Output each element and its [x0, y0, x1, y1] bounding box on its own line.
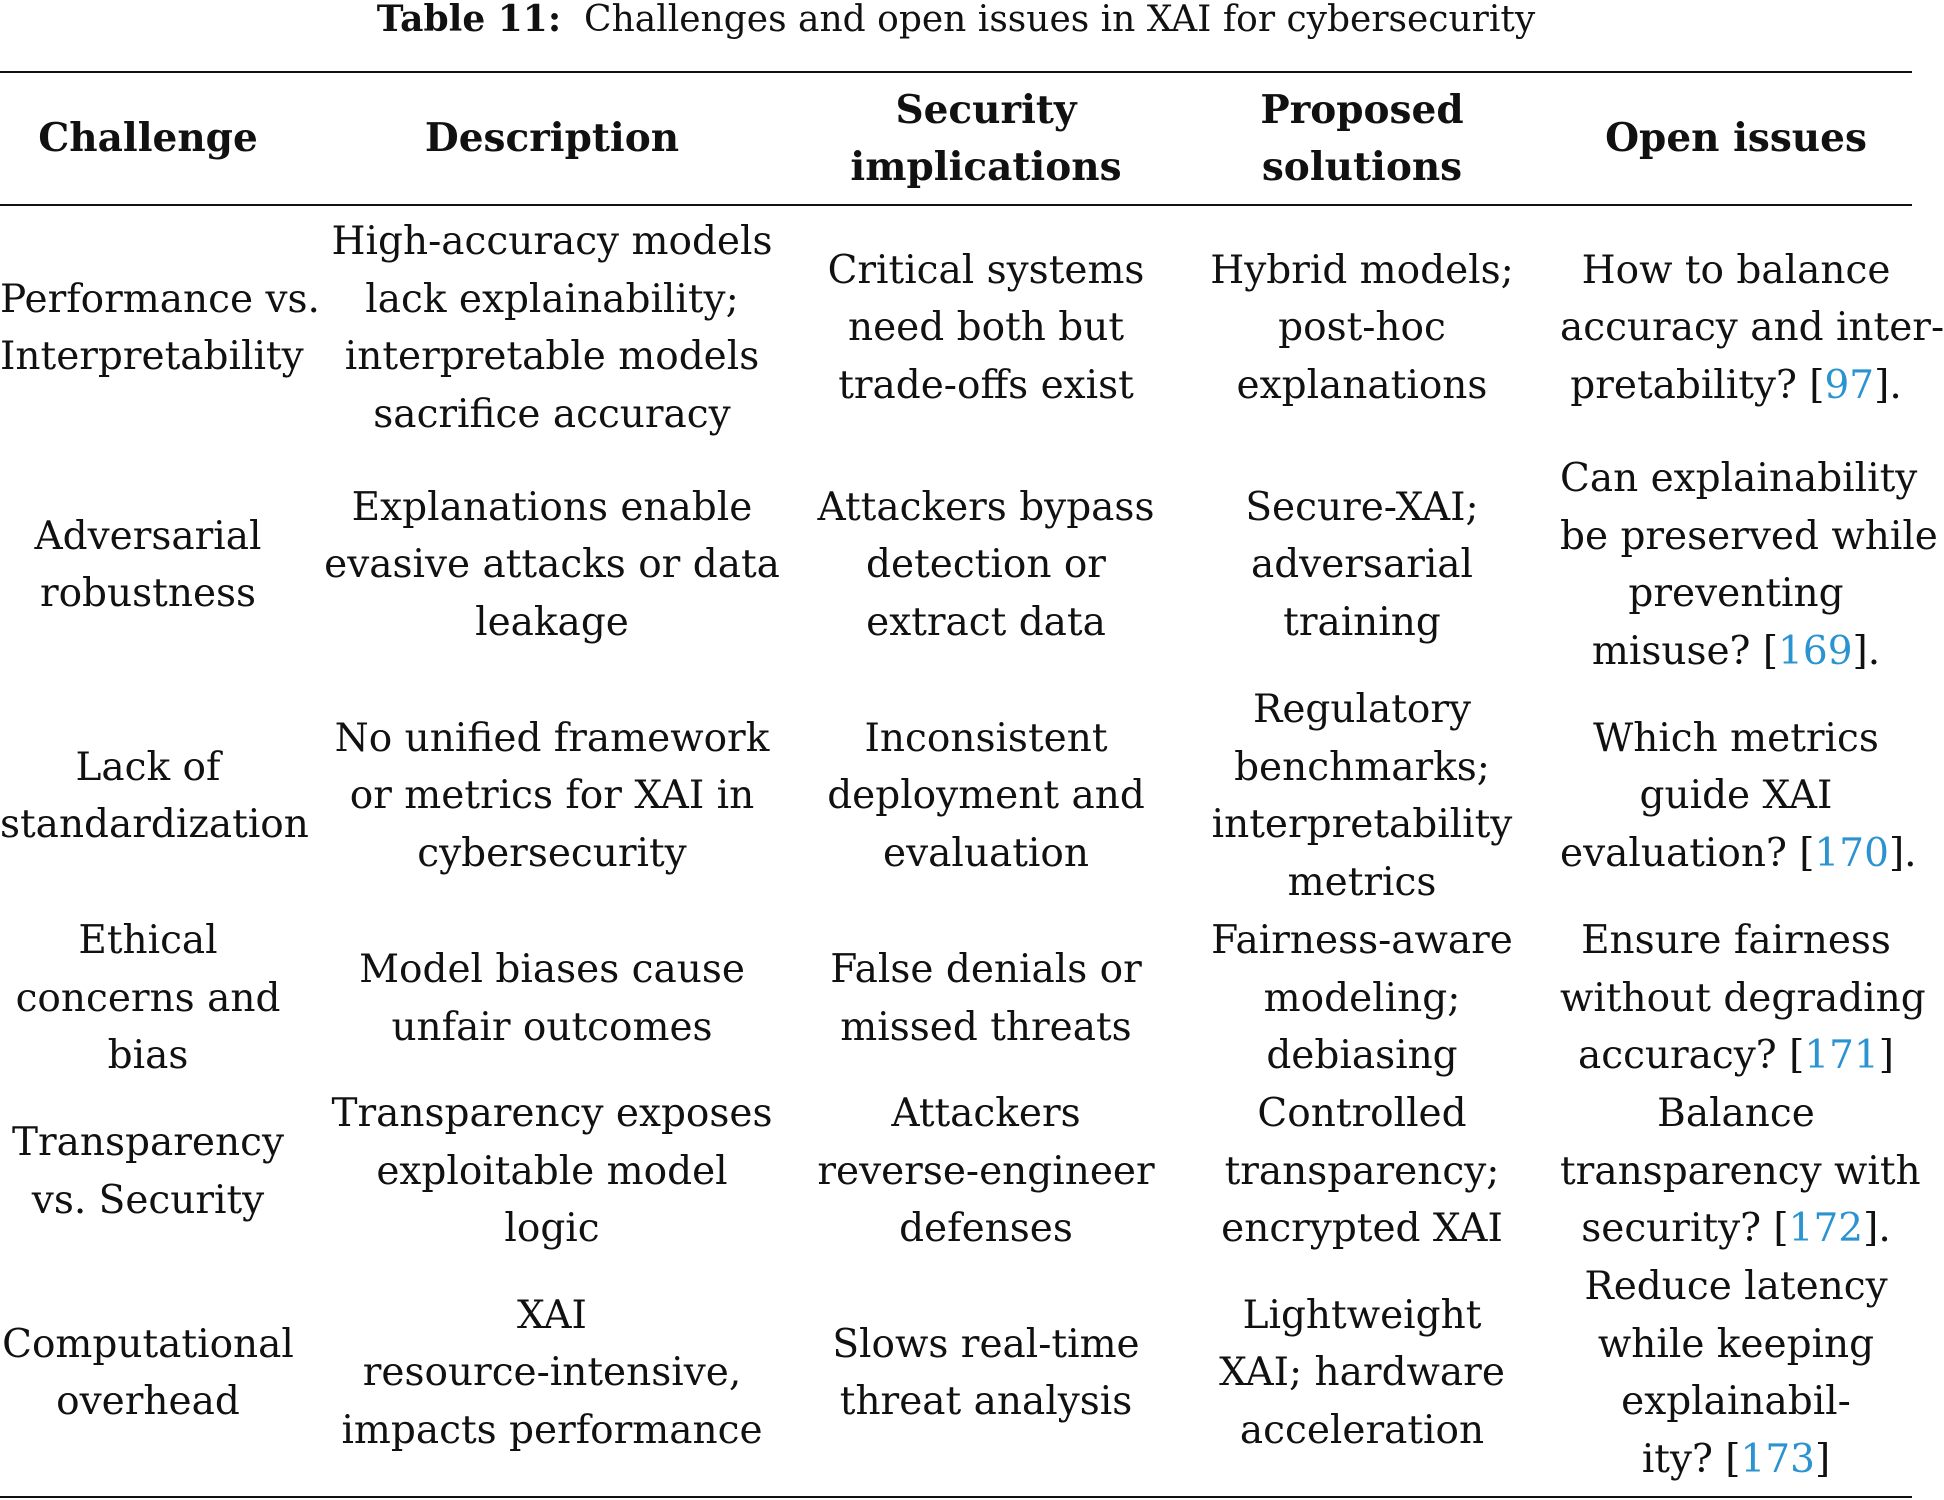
cell-text-line: deployment and	[827, 773, 1145, 819]
cell-text-line	[1560, 565, 1912, 623]
cell-challenge	[0, 1258, 296, 1488]
cell-text-line: No unified framework	[334, 715, 770, 761]
cell-text-line: or metrics for XAI in	[349, 773, 755, 819]
open-issue-text: Balance	[1657, 1091, 1815, 1137]
cell-text-line: benchmarks;	[1234, 744, 1490, 790]
cell-text-line: solutions	[1261, 143, 1463, 190]
open-issue-text: evaluation? [	[1560, 830, 1815, 876]
cell-text-line: defenses	[899, 1206, 1073, 1252]
cell-text-line: modeling;	[1263, 975, 1461, 1021]
reference-tail: ].	[1888, 830, 1917, 876]
cell-text-line: training	[1283, 599, 1441, 645]
open-issue-text: How to balance	[1581, 247, 1891, 293]
cell-text-line: evaluation	[883, 830, 1089, 876]
cell-text-line: evasive attacks or data	[324, 542, 780, 588]
cell-text-line: missed threats	[840, 1004, 1132, 1050]
open-issue-text: accuracy? [	[1577, 1033, 1805, 1079]
open-issue-text: accuracy and inter-	[1560, 305, 1944, 351]
cell-text-line: debiasing	[1266, 1033, 1458, 1079]
cell-text-line: implications	[850, 143, 1122, 190]
cell-text-line: Attackers	[891, 1091, 1081, 1137]
cell-text-line: detection or	[866, 542, 1106, 588]
open-issue-text: transparency with	[1560, 1148, 1921, 1194]
cell-open-issues	[1560, 1085, 1921, 1258]
cell-open-issues	[1560, 206, 1944, 450]
cell-proposed-solutions	[1164, 912, 1560, 1085]
cell-text-line: Performance vs.	[0, 276, 320, 322]
open-issue-text: misuse? [	[1591, 628, 1779, 674]
open-issue-text: ity? [	[1641, 1436, 1741, 1482]
cell-challenge	[0, 206, 320, 450]
cell-text-line: Inconsistent	[864, 715, 1108, 761]
cell-text-line	[1560, 1200, 1912, 1258]
cell-text-line	[1560, 450, 1918, 508]
cell-text-line: Security	[895, 86, 1077, 133]
cell-text-line	[1560, 1027, 1912, 1085]
cell-text-line: lack explainability;	[365, 276, 739, 322]
cell-text-line: sacrifice accuracy	[373, 391, 731, 437]
cell-text-line	[1560, 1373, 1912, 1431]
cell-text-line: threat analysis	[839, 1379, 1133, 1424]
cell-description	[296, 1085, 808, 1258]
cell-text-line: Interpretability	[0, 334, 304, 379]
cell-security-implications	[808, 1258, 1164, 1488]
cell-text-line: cybersecurity	[417, 830, 687, 876]
cell-text-line	[1560, 1258, 1912, 1316]
cell-text-line: trade-offs exist	[838, 362, 1134, 408]
cell-text-line	[1560, 1085, 1912, 1143]
table-caption	[0, 0, 1912, 40]
cell-text-line: concerns and	[15, 975, 281, 1021]
header-open-issues	[1560, 73, 1912, 204]
cell-text-line	[1560, 357, 1912, 415]
cell-security-implications	[808, 1085, 1164, 1258]
cell-description	[296, 912, 808, 1085]
cell-security-implications	[808, 450, 1164, 680]
cell-text-line: Open issues	[1605, 115, 1867, 161]
reference-tail: ].	[1874, 362, 1902, 408]
cell-open-issues	[1560, 912, 1926, 1085]
open-issue-text: preventing	[1628, 571, 1844, 616]
cell-text-line: Model biases cause	[359, 947, 745, 992]
cell-open-issues	[1560, 1258, 1912, 1488]
cell-proposed-solutions	[1164, 1258, 1560, 1488]
reference-tail: ].	[1863, 1206, 1891, 1252]
cell-text-line: XAI	[517, 1292, 587, 1338]
cell-text-line: XAI; hardware	[1219, 1350, 1505, 1396]
reference-link[interactable]: 97	[1824, 362, 1875, 408]
header-security-implications	[808, 73, 1164, 204]
cell-text-line: vs. Security	[31, 1177, 265, 1223]
header-challenge	[0, 73, 296, 204]
reference-tail: ].	[1852, 628, 1881, 674]
cell-text-line: Hybrid models;	[1210, 247, 1514, 293]
cell-text-line: Critical systems	[827, 247, 1145, 293]
cell-challenge	[0, 1085, 296, 1258]
cell-text-line	[1560, 1316, 1912, 1374]
cell-text-line: acceleration	[1239, 1407, 1485, 1453]
cell-proposed-solutions	[1164, 206, 1560, 450]
cell-security-implications	[808, 680, 1164, 912]
cell-text-line: logic	[504, 1206, 600, 1252]
cell-text-line: Attackers bypass	[817, 484, 1155, 530]
reference-tail: ]	[1814, 1436, 1831, 1482]
cell-text-line: impacts performance	[341, 1407, 763, 1453]
header-proposed-solutions	[1164, 73, 1560, 204]
cell-text-line: overhead	[56, 1379, 240, 1424]
cell-text-line: explanations	[1236, 362, 1488, 408]
cell-text-line: Adversarial	[34, 513, 262, 559]
caption-text: Challenges and open issues in XAI for cybersecurity	[584, 0, 1536, 40]
cell-text-line: Explanations enable	[351, 484, 753, 530]
cell-text-line: Transparency exposes	[331, 1091, 773, 1137]
cell-challenge	[0, 450, 296, 680]
reference-link[interactable]: 169	[1778, 628, 1853, 674]
challenges-table	[0, 73, 1944, 1488]
cell-text-line: transparency;	[1224, 1148, 1500, 1194]
cell-text-line: exploitable model	[376, 1148, 728, 1194]
cell-text-line: Regulatory	[1252, 687, 1472, 732]
cell-text-line: Transparency	[12, 1120, 284, 1165]
reference-tail: ]	[1878, 1033, 1895, 1079]
cell-text-line: interpretable models	[344, 334, 760, 379]
cell-text-line	[1560, 508, 1938, 566]
open-issue-text: while keeping	[1597, 1321, 1875, 1367]
cell-challenge	[0, 680, 309, 912]
cell-text-line: Lightweight	[1242, 1292, 1482, 1338]
reference-link[interactable]: 170	[1814, 830, 1889, 876]
cell-description	[296, 680, 808, 912]
cell-text-line	[1560, 242, 1912, 300]
cell-text-line: Challenge	[38, 115, 258, 161]
open-issue-text: Which metrics	[1593, 715, 1879, 761]
cell-text-line: robustness	[39, 571, 257, 616]
cell-text-line	[1560, 1431, 1912, 1489]
cell-text-line: encrypted XAI	[1221, 1206, 1503, 1252]
cell-open-issues	[1560, 450, 1938, 680]
cell-security-implications	[808, 912, 1164, 1085]
cell-text-line: Description	[424, 115, 680, 161]
cell-open-issues	[1560, 680, 1917, 912]
table-row	[0, 680, 1912, 912]
table-row	[0, 1258, 1912, 1488]
table-row	[0, 1085, 1912, 1258]
cell-challenge	[0, 912, 296, 1085]
cell-text-line	[1560, 623, 1912, 681]
bottom-rule	[0, 1496, 1912, 1498]
caption-label: Table 11:	[376, 0, 562, 40]
cell-proposed-solutions	[1164, 680, 1560, 912]
table-row	[0, 450, 1912, 680]
cell-text-line: High-accuracy models	[331, 219, 773, 264]
cell-proposed-solutions	[1164, 450, 1560, 680]
cell-description	[296, 206, 808, 450]
cell-text-line: standardization	[0, 802, 309, 847]
cell-text-line	[1560, 767, 1912, 825]
cell-text-line: adversarial	[1250, 542, 1474, 588]
table-row	[0, 206, 1912, 450]
cell-text-line: post-hoc	[1278, 305, 1446, 351]
cell-text-line: Slows real-time	[832, 1321, 1140, 1367]
reference-link[interactable]: 171	[1804, 1033, 1879, 1079]
cell-text-line: Lack of	[75, 744, 221, 790]
cell-text-line: Ethical	[78, 918, 218, 964]
cell-text-line: interpretability	[1211, 802, 1513, 847]
reference-link[interactable]: 172	[1788, 1206, 1864, 1252]
cell-text-line: Proposed	[1260, 86, 1464, 133]
open-issue-text: be preserved while	[1560, 513, 1938, 559]
cell-text-line: False denials or	[830, 947, 1142, 992]
cell-text-line: bias	[107, 1033, 189, 1079]
cell-text-line: Controlled	[1257, 1091, 1467, 1137]
cell-text-line: unfair outcomes	[391, 1004, 713, 1050]
open-issue-text: Can explainability	[1560, 456, 1918, 501]
table-header	[0, 73, 1912, 206]
open-issue-text: without degrading	[1560, 975, 1926, 1021]
cell-description	[296, 1258, 808, 1488]
cell-proposed-solutions	[1164, 1085, 1560, 1258]
cell-text-line: extract data	[866, 599, 1106, 645]
cell-text-line: resource-intensive,	[362, 1350, 742, 1396]
cell-text-line	[1560, 970, 1926, 1028]
cell-description	[296, 450, 808, 680]
cell-text-line	[1560, 912, 1912, 970]
cell-security-implications	[808, 206, 1164, 450]
cell-text-line	[1560, 710, 1912, 768]
table-row	[0, 912, 1912, 1085]
cell-text-line: metrics	[1287, 859, 1437, 905]
table-body	[0, 206, 1944, 1488]
cell-text-line: Secure-XAI;	[1245, 484, 1479, 530]
open-issue-text: guide XAI	[1639, 773, 1833, 819]
open-issue-text: pretability? [	[1570, 362, 1825, 408]
cell-text-line: reverse-engineer	[817, 1148, 1155, 1194]
cell-text-line: Computational	[2, 1321, 294, 1367]
cell-text-line: leakage	[475, 599, 629, 645]
reference-link[interactable]: 173	[1740, 1436, 1815, 1482]
header-description	[296, 73, 808, 204]
cell-text-line: Fairness-aware	[1211, 918, 1513, 964]
open-issue-text: security? [	[1581, 1206, 1789, 1252]
cell-text-line: need both but	[847, 305, 1125, 351]
open-issue-text: explainabil-	[1621, 1379, 1851, 1424]
cell-text-line	[1560, 1143, 1921, 1201]
cell-text-line	[1560, 299, 1944, 357]
cell-text-line	[1560, 825, 1917, 883]
open-issue-text: Reduce latency	[1584, 1264, 1888, 1309]
open-issue-text: Ensure fairness	[1581, 918, 1891, 964]
